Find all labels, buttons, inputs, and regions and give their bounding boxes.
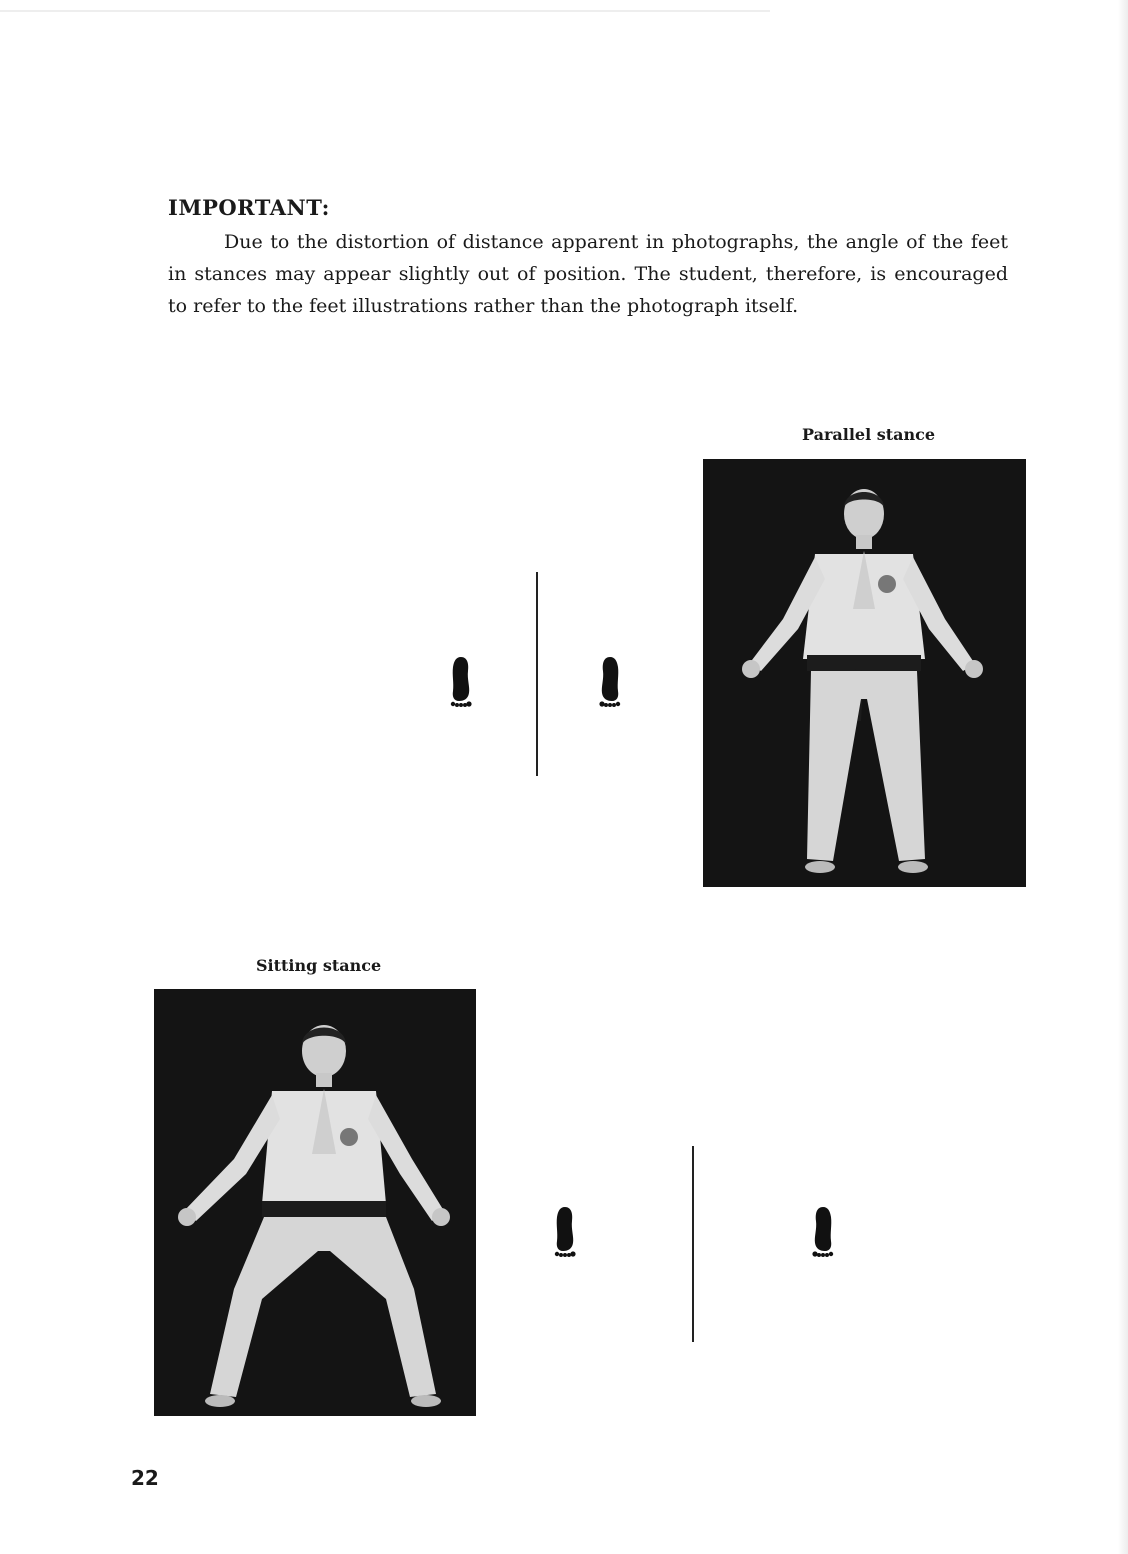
parallel-stance-caption: Parallel stance bbox=[802, 425, 936, 444]
sitting-stance-photo bbox=[154, 989, 476, 1416]
important-paragraph: Due to the distortion of distance apparent in photographs, the angle of the feet in stances may appear slightly out of position. The student, therefore, is encouraged to refer to the feet illustrations rather than the photograph itself. bbox=[168, 231, 1008, 317]
scan-top-rule bbox=[0, 10, 770, 12]
sitting-right-foot-icon bbox=[809, 1205, 837, 1257]
parallel-left-foot-icon bbox=[447, 655, 475, 707]
important-heading: IMPORTANT: bbox=[168, 195, 330, 220]
parallel-right-foot-icon bbox=[596, 655, 624, 707]
parallel-stance-photo bbox=[703, 459, 1026, 887]
parallel-center-line bbox=[536, 572, 538, 776]
page-edge-shadow bbox=[1118, 0, 1128, 1554]
sitting-center-line bbox=[692, 1146, 694, 1342]
sitting-stance-caption: Sitting stance bbox=[256, 956, 382, 975]
page-number: 22 bbox=[131, 1466, 159, 1490]
sitting-left-foot-icon bbox=[551, 1205, 579, 1257]
